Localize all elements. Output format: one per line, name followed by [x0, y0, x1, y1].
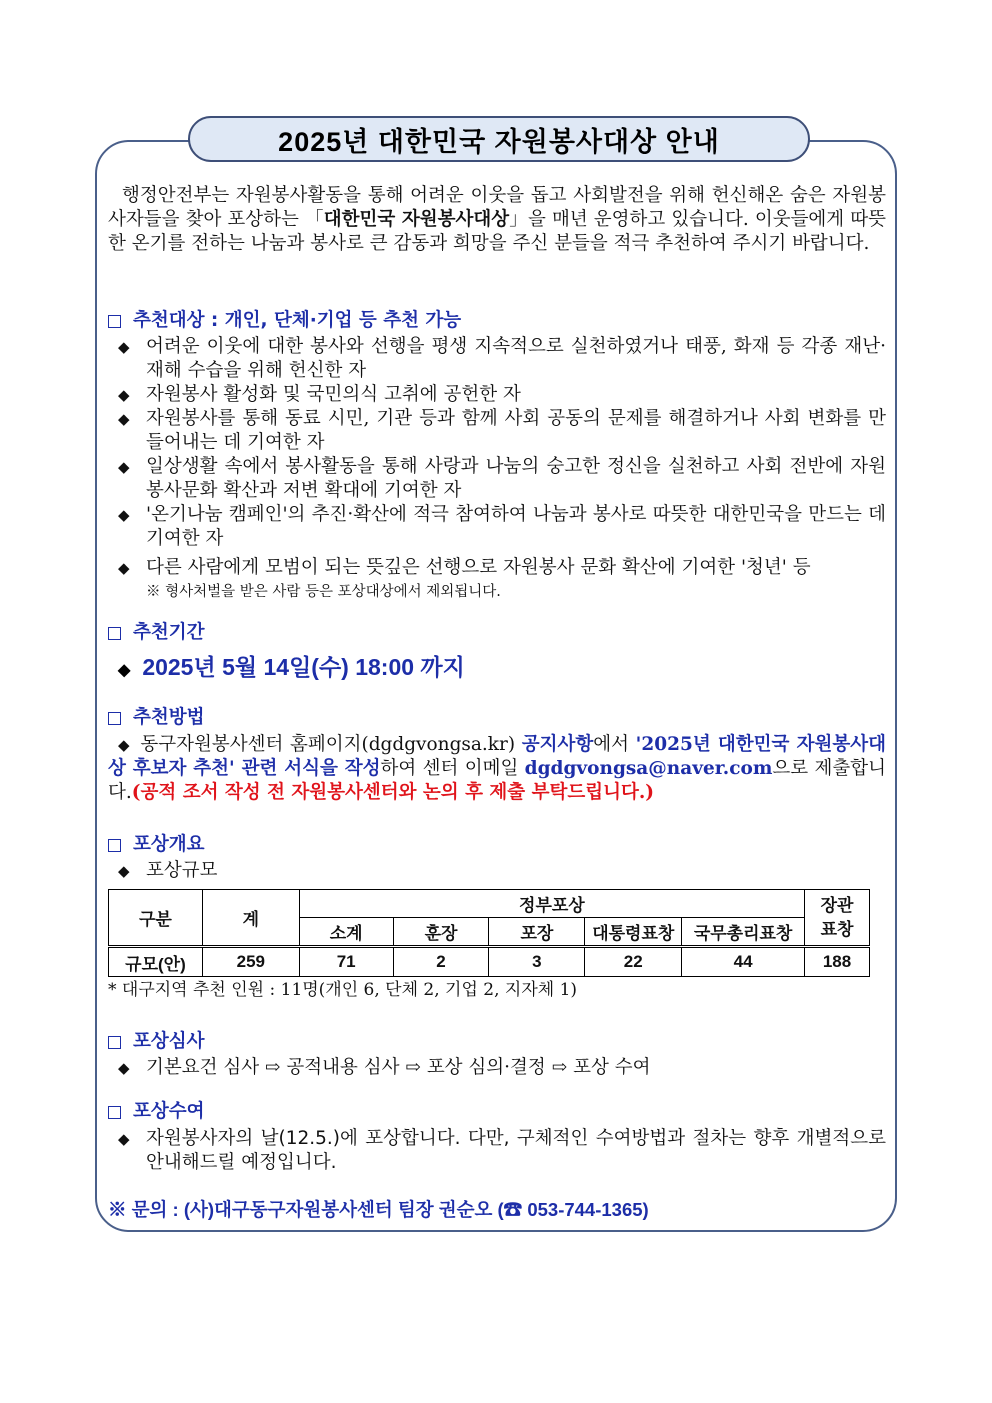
method-text-2: 에서: [593, 734, 636, 755]
checkbox-square-icon: [108, 315, 121, 328]
list-item-text: 다른 사람에게 모범이 되는 뜻깊은 선행으로 자원봉사 문화 확산에 기여한 '청년' 등: [146, 557, 811, 578]
diamond-bullet-icon: ◆: [118, 338, 130, 356]
review-step: 공적내용 심사: [286, 1057, 400, 1078]
review-steps: [118, 1056, 886, 1080]
table-row: [109, 947, 870, 977]
section-ceremony-heading: 포상수여: [133, 1101, 205, 1122]
table-subheader: 소계: [299, 918, 393, 947]
intro-bold: 대한민국 자원봉사대상: [323, 209, 510, 230]
checkbox-square-icon: [108, 712, 121, 725]
table-cell: 188: [805, 947, 870, 977]
list-item-text: 어려운 이웃에 대한 봉사와 선행을 평생 지속적으로 실천하였거나 태풍, 화재 등 각종 재난·재해 수습을 위해 헌신한 자: [146, 336, 886, 381]
table-header-minister: [805, 890, 870, 947]
diamond-bullet-icon: ◆: [118, 1059, 130, 1077]
method-form-text: '2025년 대한민국 자원봉사대상 후보자 추천' 관련 서식을 작성: [108, 734, 887, 779]
table-header-gov: 정부포상: [299, 890, 804, 918]
method-paragraph: [108, 733, 886, 805]
checkbox-square-icon: [108, 1106, 121, 1119]
list-item: [118, 383, 886, 407]
table-cell: 44: [682, 947, 805, 977]
award-sub-item: [118, 859, 886, 883]
section-target: [108, 309, 461, 333]
list-item: [118, 407, 886, 455]
diamond-bullet-icon: ◆: [118, 862, 130, 880]
list-item-text: 자원봉사 활성화 및 국민의식 고취에 공헌한 자: [146, 384, 521, 405]
table-subheader: 대통령표창: [585, 918, 682, 947]
review-step: 기본요건 심사: [146, 1057, 260, 1078]
period-date: 2025년 5월 14일(수) 18:00 까지: [142, 654, 465, 680]
diamond-bullet-icon: ◆: [118, 1130, 130, 1148]
list-item: [118, 556, 886, 580]
section-method: [108, 706, 204, 730]
intro-text-2: 」을 매년 운영하고 있습니다. 이웃들에게 따뜻한 온기를 전하는 나눔과 봉사로 큰 감동과 희망을 주신 분들을 적극 추천하여 주시기 바랍니다.: [108, 209, 887, 254]
diamond-bullet-icon: ◆: [118, 559, 130, 577]
section-period-heading: 추천기간: [133, 622, 205, 643]
review-step: 포상 심의·결정: [426, 1057, 546, 1078]
diamond-bullet-icon: ◆: [118, 410, 130, 428]
arrow-right-icon: ⇨: [405, 1057, 421, 1078]
method-notice-link: 공지사항: [521, 734, 594, 755]
table-cell: 2: [393, 947, 489, 977]
table-cell: 22: [585, 947, 682, 977]
ceremony-item: [118, 1127, 886, 1175]
table-subheader: 국무총리표창: [682, 918, 805, 947]
diamond-bullet-icon: ◆: [118, 506, 130, 524]
table-cell: 71: [299, 947, 393, 977]
section-award-heading: 포상개요: [133, 834, 205, 855]
intro-text-1: 행정안전부는 자원봉사활동을 통해 어려운 이웃을 돕고 사회발전을 위해 헌신해온 숨은 자원봉사자들을 찾아 포상하는 「: [108, 185, 886, 230]
phone-icon: ☎: [503, 1199, 523, 1220]
section-target-heading: 추천대상 : 개인, 단체·기업 등 추천 가능: [133, 310, 462, 331]
ceremony-text: 자원봉사자의 날(12.5.)에 포상합니다. 다만, 구체적인 수여방법과 절차는 향후 개별적으로 안내해드릴 예정입니다.: [146, 1128, 886, 1173]
contact-phone: 053-744-1365): [522, 1199, 649, 1220]
diamond-bullet-icon: ◆: [118, 736, 131, 754]
section-review-heading: 포상심사: [133, 1031, 205, 1052]
title-banner: [188, 116, 810, 162]
review-step: 포상 수여: [573, 1057, 651, 1078]
method-warning: (공적 조서 작성 전 자원봉사센터와 논의 후 제출 부탁드립니다.): [131, 782, 655, 803]
list-item-text: '온기나눔 캠페인'의 추진·확산에 적극 참여하여 나눔과 봉사로 따뜻한 대한민국을 만드는 데 기여한 자: [146, 504, 886, 549]
arrow-right-icon: ⇨: [551, 1057, 568, 1078]
method-text-4: 으로 제출합니다.: [108, 758, 886, 803]
table-subheader: 포장: [489, 918, 585, 947]
table-row-label: 규모(안): [109, 947, 203, 977]
table-header-minister-2: 표창: [820, 919, 854, 939]
table-header-gubun: 구분: [109, 890, 203, 947]
diamond-bullet-icon: ◆: [118, 662, 131, 679]
list-item: [118, 503, 886, 551]
contact-text: ※ 문의 : (사)대구동구자원봉사센터 팀장 권순오 (: [108, 1199, 504, 1220]
list-item: [118, 455, 886, 503]
page-title: 2025년 대한민국 자원봉사대상 안내: [278, 126, 720, 157]
table-header-minister-1: 장관: [820, 895, 854, 915]
intro-paragraph: [108, 184, 886, 256]
section-ceremony: [108, 1100, 204, 1124]
diamond-bullet-icon: ◆: [118, 386, 130, 404]
period-value: [118, 649, 465, 682]
checkbox-square-icon: [108, 839, 121, 852]
table-cell: 259: [202, 947, 299, 977]
list-item-text: 일상생활 속에서 봉사활동을 통해 사랑과 나눔의 숭고한 정신을 실천하고 사회 전반에 자원봉사문화 확산과 저변 확대에 기여한 자: [146, 456, 886, 501]
award-table: [108, 889, 870, 977]
checkbox-square-icon: [108, 627, 121, 640]
list-item: [118, 335, 886, 383]
method-text-1: 동구자원봉사센터 홈페이지(dgdgvongsa.kr): [140, 734, 522, 755]
method-email: dgdgvongsa@naver.com: [524, 758, 773, 779]
list-item-text: 자원봉사를 통해 동료 시민, 기관 등과 함께 사회 공동의 문제를 해결하거나 사회 변화를 만들어내는 데 기여한 자: [146, 408, 886, 453]
table-subheader: 훈장: [393, 918, 489, 947]
checkbox-square-icon: [108, 1036, 121, 1049]
award-sub-label: 포상규모: [146, 860, 218, 881]
review-steps-text: [146, 1056, 886, 1080]
diamond-bullet-icon: ◆: [118, 458, 130, 476]
exclusion-note: ※ 형사처벌을 받은 사람 등은 포상대상에서 제외됩니다.: [146, 584, 501, 600]
section-review: [108, 1030, 204, 1054]
contact-info: [108, 1196, 649, 1222]
section-method-heading: 추천방법: [133, 707, 205, 728]
table-cell: 3: [489, 947, 585, 977]
method-text-3: 하여 센터 이메일: [380, 758, 525, 779]
regional-note: * 대구지역 추천 인원 : 11명(개인 6, 단체 2, 기업 2, 지자체 1): [108, 980, 578, 1000]
arrow-right-icon: ⇨: [265, 1057, 281, 1078]
section-award: [108, 833, 204, 857]
table-header-total: 계: [202, 890, 299, 947]
section-period: [108, 621, 204, 645]
